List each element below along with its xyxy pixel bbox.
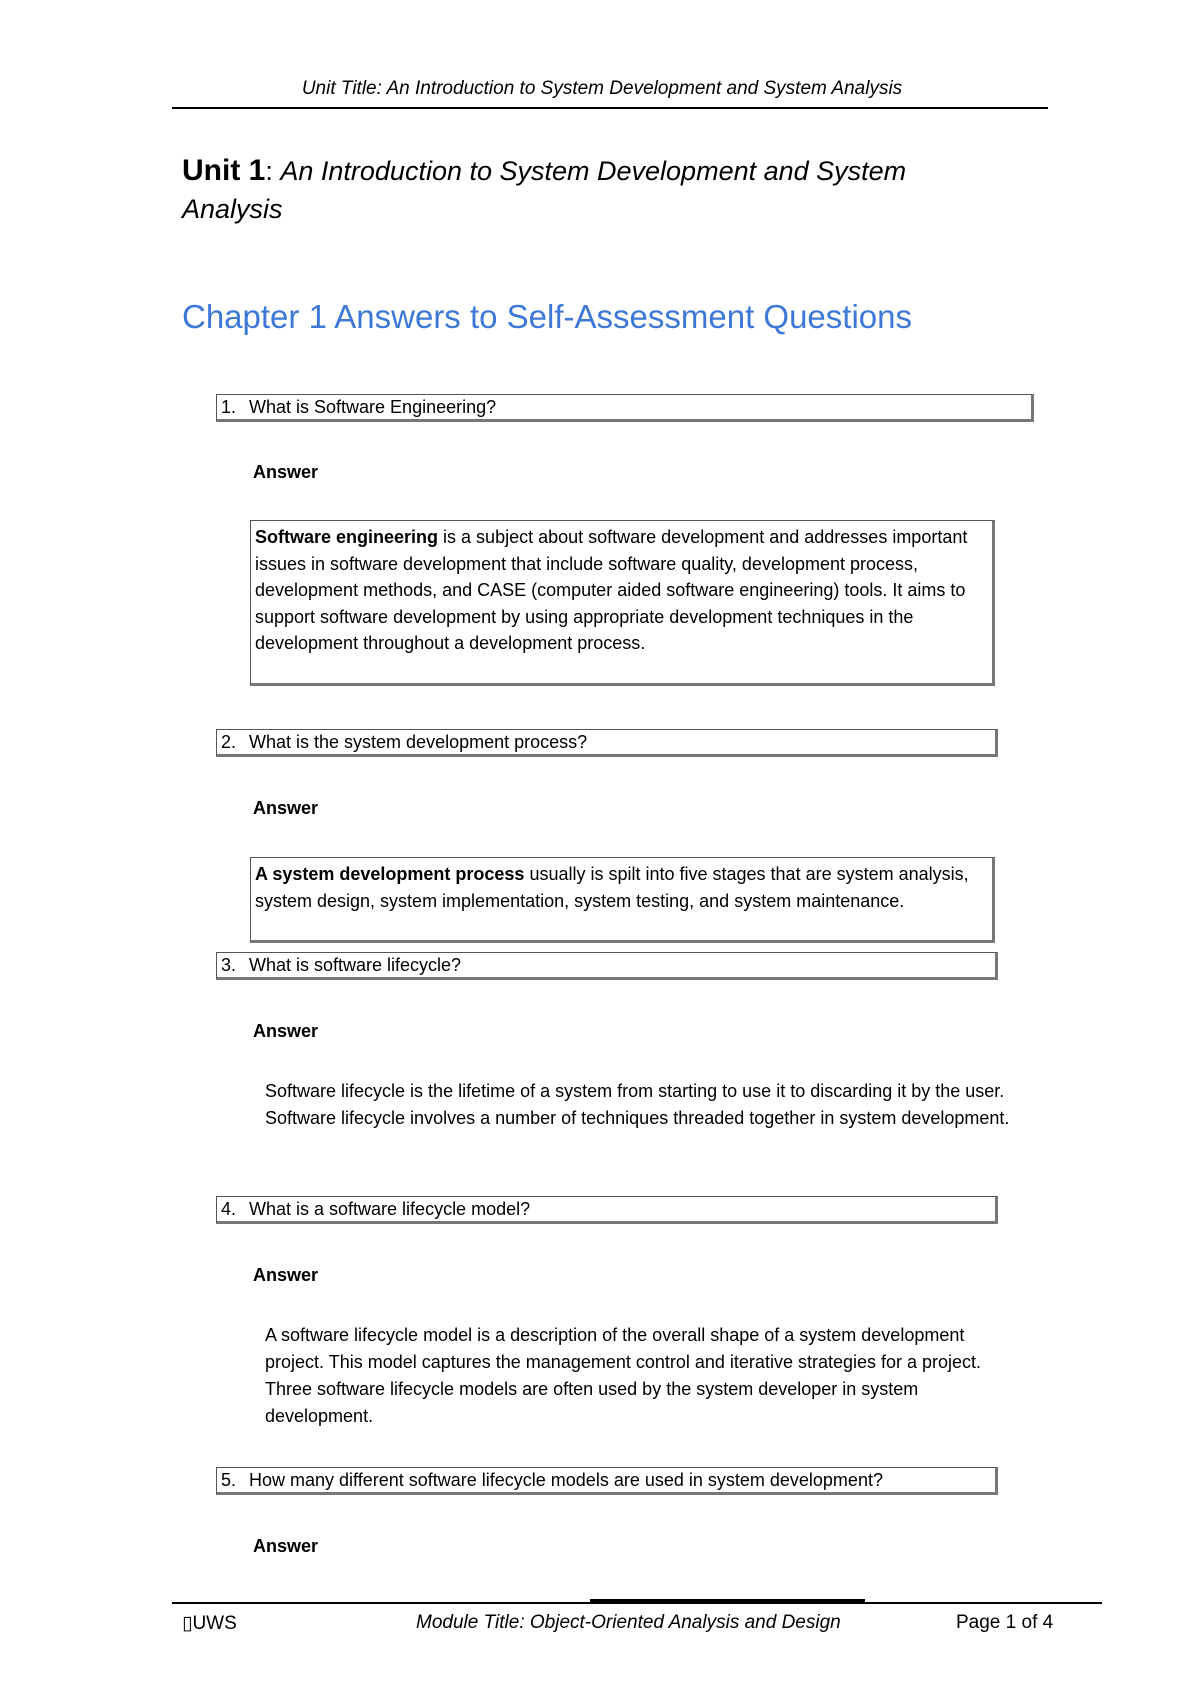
- answer-label-5: Answer: [253, 1536, 319, 1556]
- answer-label-1: Answer: [253, 462, 319, 482]
- footer-divider: [172, 1602, 1102, 1604]
- answer-text-3: Software lifecycle is the lifetime of a system from starting to use it to discarding it by the user. Software lifecycle involves a number of techniques threaded together in system development.: [265, 1081, 1010, 1128]
- question-text: What is Software Engineering?: [249, 397, 497, 417]
- answer-label-4: Answer: [253, 1265, 319, 1285]
- question-text: How many different software lifecycle models are used in system development?: [249, 1470, 883, 1490]
- question-number: 4.: [221, 1199, 237, 1219]
- question-number: 5.: [221, 1470, 237, 1490]
- answer-term: A system development process: [255, 864, 525, 884]
- question-text: What is the system development process?: [249, 732, 588, 752]
- unit-separator: :: [265, 156, 281, 186]
- footer-org: ▯UWS: [182, 1613, 237, 1634]
- answer-text-4: A software lifecycle model is a description of the overall shape of a system development project. This model captures the management control and iterative strategies for a project. Three software lifecycle models are often used by the system developer in system development.: [265, 1325, 982, 1426]
- unit-heading: [182, 152, 1002, 228]
- answer-term: Software engineering: [255, 527, 439, 547]
- answer-box-2: [250, 857, 995, 943]
- answer-body: is a subject about software development and addresses important issues in software development that include software quality, development process, development methods, and CASE (computer aided software engineering) tools. It aims to support software development by using appropriate development techniques in the development throughout a development process.: [255, 527, 968, 653]
- question-box-5: [216, 1467, 998, 1495]
- footer-page-number: Page 1 of 4: [956, 1612, 1054, 1633]
- question-box-1: [216, 394, 1034, 422]
- question-box-4: [216, 1196, 998, 1224]
- question-number: 2.: [221, 732, 237, 752]
- header-divider: [172, 107, 1048, 109]
- answer-label-2: Answer: [253, 798, 319, 818]
- question-box-2: [216, 729, 998, 757]
- answer-label-3: Answer: [253, 1021, 319, 1041]
- question-box-3: [216, 952, 998, 980]
- question-number: 3.: [221, 955, 237, 975]
- footer-module-title: Module Title: Object-Oriented Analysis and Design: [416, 1612, 841, 1633]
- question-number: 1.: [221, 397, 237, 417]
- answer-box-1: [250, 520, 995, 686]
- answer-body: usually is spilt into five stages that are system analysis, system design, system implementation, system testing, and system maintenance.: [255, 864, 969, 911]
- unit-number: Unit 1: [182, 154, 266, 187]
- question-text: What is software lifecycle?: [249, 955, 462, 975]
- chapter-title: Chapter 1 Answers to Self-Assessment Questions: [182, 298, 912, 335]
- unit-name: An Introduction to System Development and System Analysis: [182, 156, 907, 224]
- question-text: What is a software lifecycle model?: [249, 1199, 531, 1219]
- page-header-title: Unit Title: An Introduction to System Development and System Analysis: [301, 78, 903, 99]
